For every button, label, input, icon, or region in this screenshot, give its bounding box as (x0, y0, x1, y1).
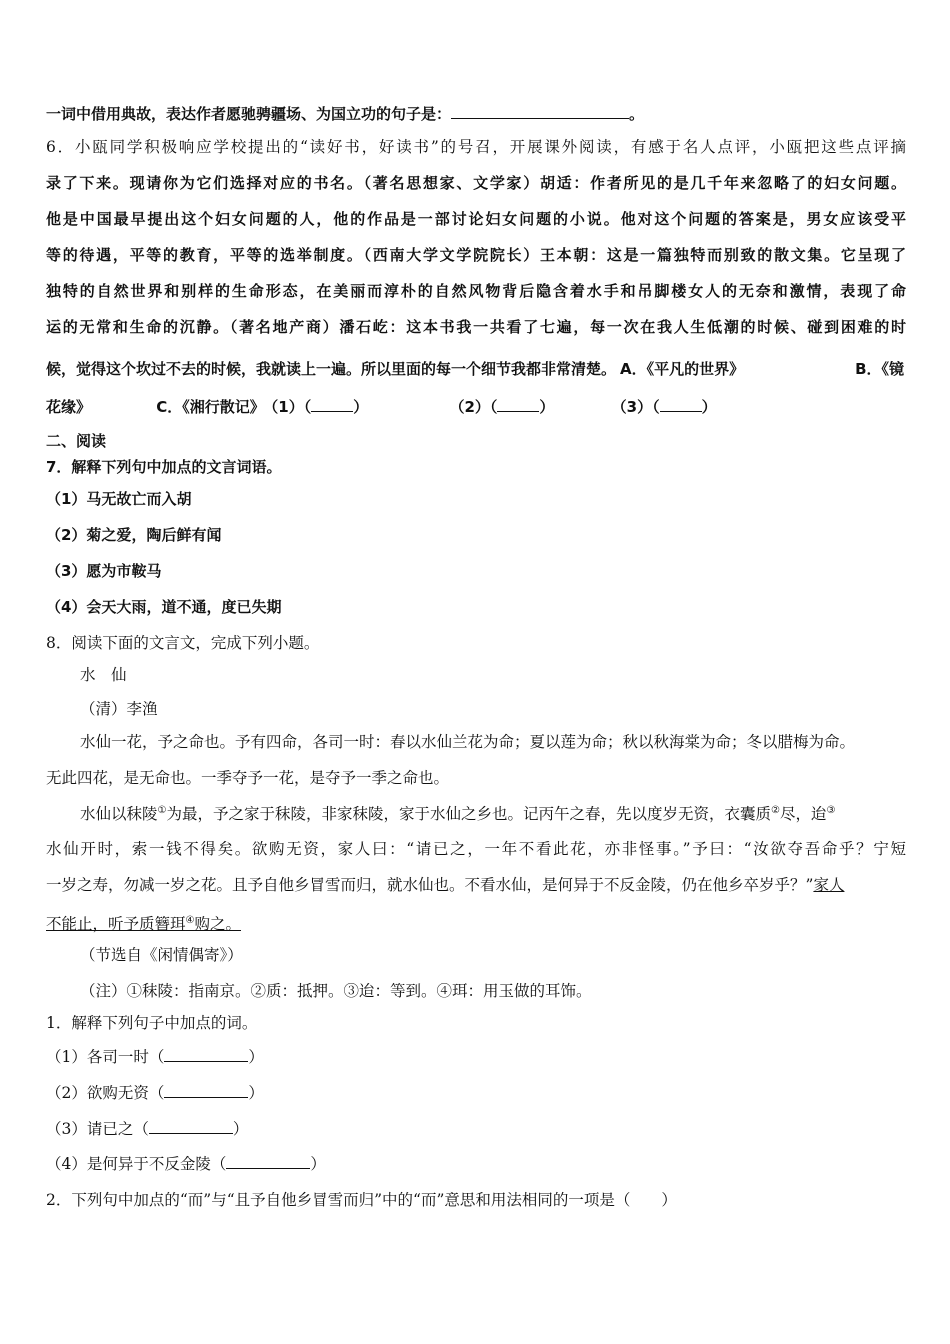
q7-item-4: （4）会天大雨，道不通，度已失期 (46, 598, 282, 616)
passage-p1-line-2: 无此四花，是无命也。一季夺予一花，是夺予一季之命也。 (46, 769, 450, 787)
q7-item-3: （3）愿为市鞍马 (46, 562, 162, 580)
sub1-item-1: （1）各司一时（ ） (46, 1048, 264, 1066)
passage-source: （节选自《闲情偶寄》） (80, 946, 243, 964)
sub1-title: 1．解释下列句子中加点的词。 (46, 1014, 258, 1032)
poem-title: 水 仙 (80, 666, 127, 684)
q6-line-2: 录了下来。现请你为它们选择对应的书名。（著名思想家、文学家）胡适：作者所见的是几千年来忽略了的妇女问题。 (46, 174, 906, 192)
q5-tail-line: 一词中借用典故，表达作者愿驰骋疆场、为国立功的句子是： 。 (46, 105, 645, 123)
q6-option-b-start: B．《镜 (855, 360, 904, 378)
q6-line-6: 运的无常和生命的沉静。（著名地产商）潘石屹：这本书我一共看了七遍，每一次在我人生低潮的时候、碰到困难的时 (46, 318, 906, 336)
passage-p2-line-3: 一岁之寿，勿减一岁之花。且予自他乡冒雪而归，就水仙也。不看水仙，是何异于不反金陵，仍在他乡卒岁乎？”家人 (46, 876, 845, 894)
passage-p1-line-1: 水仙一花，予之命也。予有四命，各司一时：春以水仙兰花为命；夏以莲为命；秋以秋海棠为命；冬以腊梅为命。 (80, 733, 856, 751)
q6-line-4: 等的待遇，平等的教育，平等的选举制度。（西南大学文学院院长）王本朝：这是一篇独特而别致的散文集。它呈现了 (46, 246, 906, 264)
passage-p2-line-1: 水仙以秣陵①为最，予之家于秣陵，非家秣陵，家于水仙之乡也。记丙午之春，先以度岁无资，衣囊质②尽，迨③ (80, 805, 836, 824)
passage-p2-line-2: 水仙开时，索一钱不得矣。欲购无资，家人曰：“请已之，一年不看此花，亦非怪事。”予曰：“汝欲夺吾命乎？宁短 (46, 840, 906, 858)
q6-blank-2[interactable] (497, 396, 539, 412)
q6-line-8: 花缘》 C．《湘行散记》 （1）（ ） （2）（ ） （3）（ ） (46, 398, 717, 416)
poem-author: （清）李渔 (80, 700, 158, 718)
passage-notes: （注）①秣陵：指南京。②质：抵押。③迨：等到。④珥：用玉做的耳饰。 (80, 982, 592, 1000)
underlined-sentence-start: 家人 (813, 876, 845, 894)
q6-line-3: 他是中国最早提出这个妇女问题的人，他的作品是一部讨论妇女问题的小说。他对这个问题的答案是，男女应该受平 (46, 210, 906, 228)
sub1-item-3: （3）请已之（ ） (46, 1120, 249, 1138)
passage-p2-line-4: 不能止，听予质簪珥④购之。 (46, 915, 241, 934)
sub1-blank-4[interactable] (226, 1153, 310, 1169)
q6-option-c: C．《湘行散记》 (156, 398, 265, 416)
sub1-blank-1[interactable] (164, 1046, 248, 1062)
sub1-blank-2[interactable] (164, 1082, 248, 1098)
q6-line-5: 独特的自然世界和别样的生命形态，在美丽而淳朴的自然风物背后隐含着水手和吊脚楼女人的无奈和激情，表现了命 (46, 282, 906, 300)
sub1-blank-3[interactable] (149, 1118, 233, 1134)
sub2-title: 2．下列句中加点的“而”与“且予自他乡冒雪而归”中的“而”意思和用法相同的一项是（ ） (46, 1191, 677, 1209)
sub1-item-4: （4）是何异于不反金陵（ ） (46, 1155, 326, 1173)
q6-blank-3[interactable] (660, 396, 702, 412)
q7-item-2: （2）菊之爱，陶后鲜有闻 (46, 526, 222, 544)
q7-title: 7．解释下列句中加点的文言词语。 (46, 458, 282, 476)
q6-option-a: A．《平凡的世界》 (620, 360, 745, 378)
section-heading: 二、阅读 (46, 432, 107, 450)
q8-title: 8．阅读下面的文言文，完成下列小题。 (46, 634, 320, 652)
q6-line-1: 6．小瓯同学积极响应学校提出的“读好书，好读书”的号召，开展课外阅读，有感于名人点评，小瓯把这些点评摘 (46, 138, 906, 156)
q6-line-7: 候，觉得这个坎过不去的时候，我就读上一遍。所以里面的每一个细节我都非常清楚。 A．《平凡的世界》 B．《镜 (46, 360, 904, 378)
q5-answer-blank[interactable] (451, 103, 629, 119)
q6-blank-1[interactable] (311, 396, 353, 412)
sub1-item-2: （2）欲购无资（ ） (46, 1084, 264, 1102)
q7-item-1: （1）马无故亡而入胡 (46, 490, 192, 508)
